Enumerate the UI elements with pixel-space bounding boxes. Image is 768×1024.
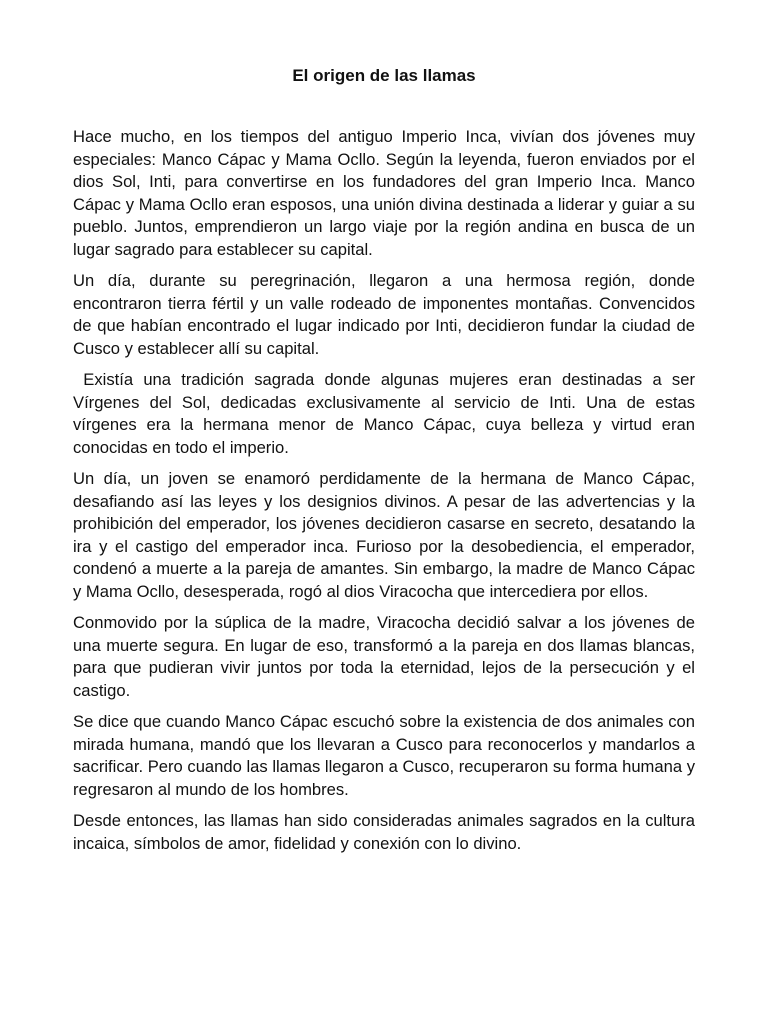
document-body [73,126,700,864]
document-title: El origen de las llamas [292,66,476,85]
paragraph-6: Se dice que cuando Manco Cápac escuchó sobre la existencia de dos animales con mirada humana, mandó que los llevaran a Cusco para reconocerlos y mandarlos a sacrificar. Pero cuando las llamas llegaron a Cusco, recuperaron su forma humana y regresaron al mundo de los hombres. [73,712,695,799]
paragraph-1: Hace mucho, en los tiempos del antiguo Imperio Inca, vivían dos jóvenes muy especiales: Manco Cápac y Mama Ocllo. Según la leyenda, fueron enviados por el dios Sol, Inti, para convertirse en los fundadores del gran Imperio Inca. Manco Cápac y Mama Ocllo eran esposos, una unión divina destinada a liderar y guiar a su pueblo. Juntos, emprendieron un largo viaje por la región andina en busca de un lugar sagrado para establecer su capital. [73,127,695,259]
paragraph-3: Existía una tradición sagrada donde algunas mujeres eran destinadas a ser Vírgenes del Sol, dedicadas exclusivamente al servicio de Inti. Una de estas vírgenes era la hermana menor de Manco Cápac, cuya belleza y virtud eran conocidas en todo el imperio. [73,370,700,457]
paragraph-5: Conmovido por la súplica de la madre, Viracocha decidió salvar a los jóvenes de una muerte segura. En lugar de eso, transformó a la pareja en dos llamas blancas, para que pudieran vivir juntos por toda la eternidad, lejos de la persecución y el castigo. [73,613,695,700]
paragraph-4: Un día, un joven se enamoró perdidamente de la hermana de Manco Cápac, desafiando así las leyes y los designios divinos. A pesar de las advertencias y la prohibición del emperador, los jóvenes decidieron casarse en secreto, desatando la ira y el castigo del emperador inca. Furioso por la desobediencia, el emperador, condenó a muerte a la pareja de amantes. Sin embargo, la madre de Manco Cápac y Mama Ocllo, desesperada, rogó al dios Viracocha que intercediera por ellos. [73,469,695,601]
paragraph-2: Un día, durante su peregrinación, llegaron a una hermosa región, donde encontraron tierra fértil y un valle rodeado de imponentes montañas. Convencidos de que habían encontrado el lugar indicado por Inti, decidieron fundar la ciudad de Cusco y establecer allí su capital. [73,271,695,358]
paragraph-7: Desde entonces, las llamas han sido consideradas animales sagrados en la cultura incaica, símbolos de amor, fidelidad y conexión con lo divino. [73,811,695,853]
